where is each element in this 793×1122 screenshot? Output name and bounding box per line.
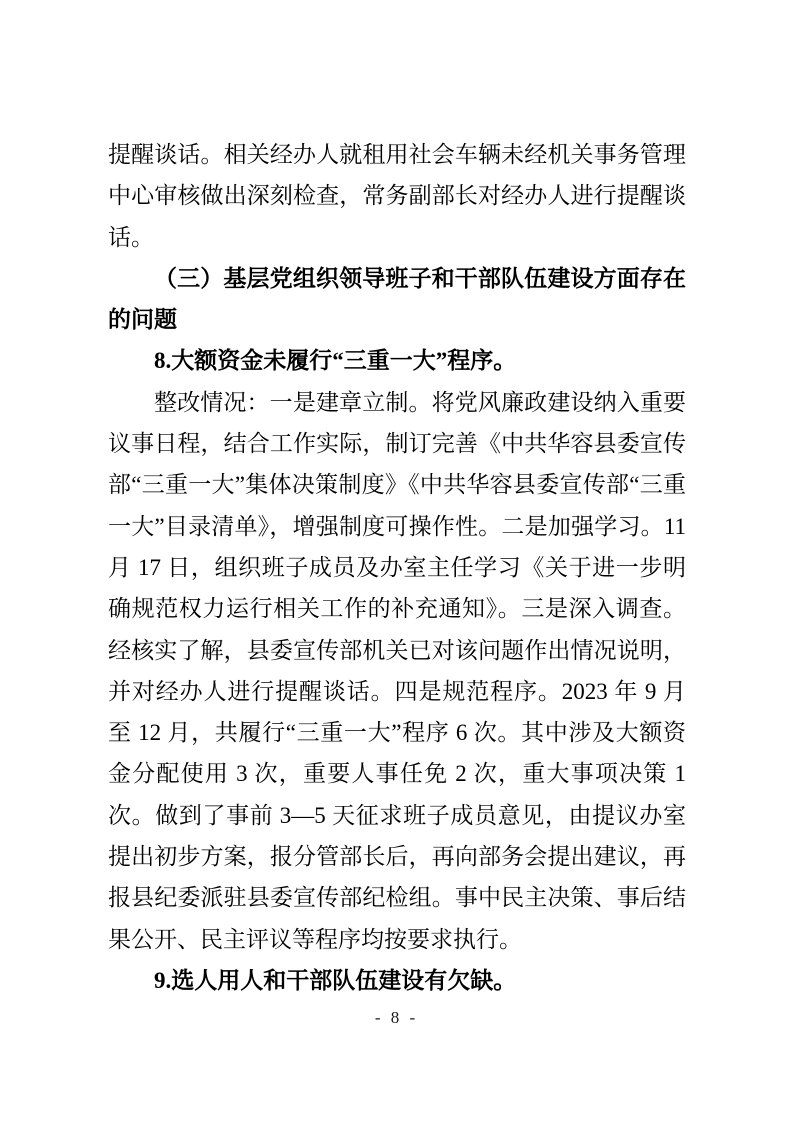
item-9-heading: 9.选人用人和干部队伍建设有欠缺。 — [154, 967, 517, 993]
page-number: - 8 - — [374, 1008, 419, 1027]
rectification-status-paragraph: 整改情况：一是建章立制。将党风廉政建设纳入重要议事日程，结合工作实际，制订完善《中共华容县委宣传部“三重一大”集体决策制度》《中共华容县委宣传部“三重一大”目录清单》，增强制度可操作性。二是加强学习。11 月 17 日，组织班子成员及办室主任学习《关于进一步明确规范权力运行相关工作的补充通知》。三是深入调查。经核实了解，县委宣传部机关已对该问题作出情况说明，并对经办人进行提醒谈话。四是规范程序。2023 年 9 月至 12 月，共履行“三重一大”程序 6 次。其中涉及大额资金分配使用 3 次，重要人事任免 2 次，重大事项决策 1 次。做到了事前 3—5 天征求班子成员意见，由提议办室提出初步方案，报分管部长后，再向部务会提出建议，再报县纪委派驻县委宣传部纪检组。事中民主决策、事后结果公开、民主评议等程序均按要求执行。 — [108, 389, 687, 952]
item-8-heading: 8.大额资金未履行“三重一大”程序。 — [154, 348, 517, 374]
paragraph-continuation: 提醒谈话。相关经办人就租用社会车辆未经机关事务管理中心审核做出深刻检查，常务副部长对经办人进行提醒谈话。 — [108, 142, 686, 250]
document-text-block — [108, 134, 686, 1001]
section-heading-3: （三）基层党组织领导班子和干部队伍建设方面存在的问题 — [108, 265, 686, 333]
